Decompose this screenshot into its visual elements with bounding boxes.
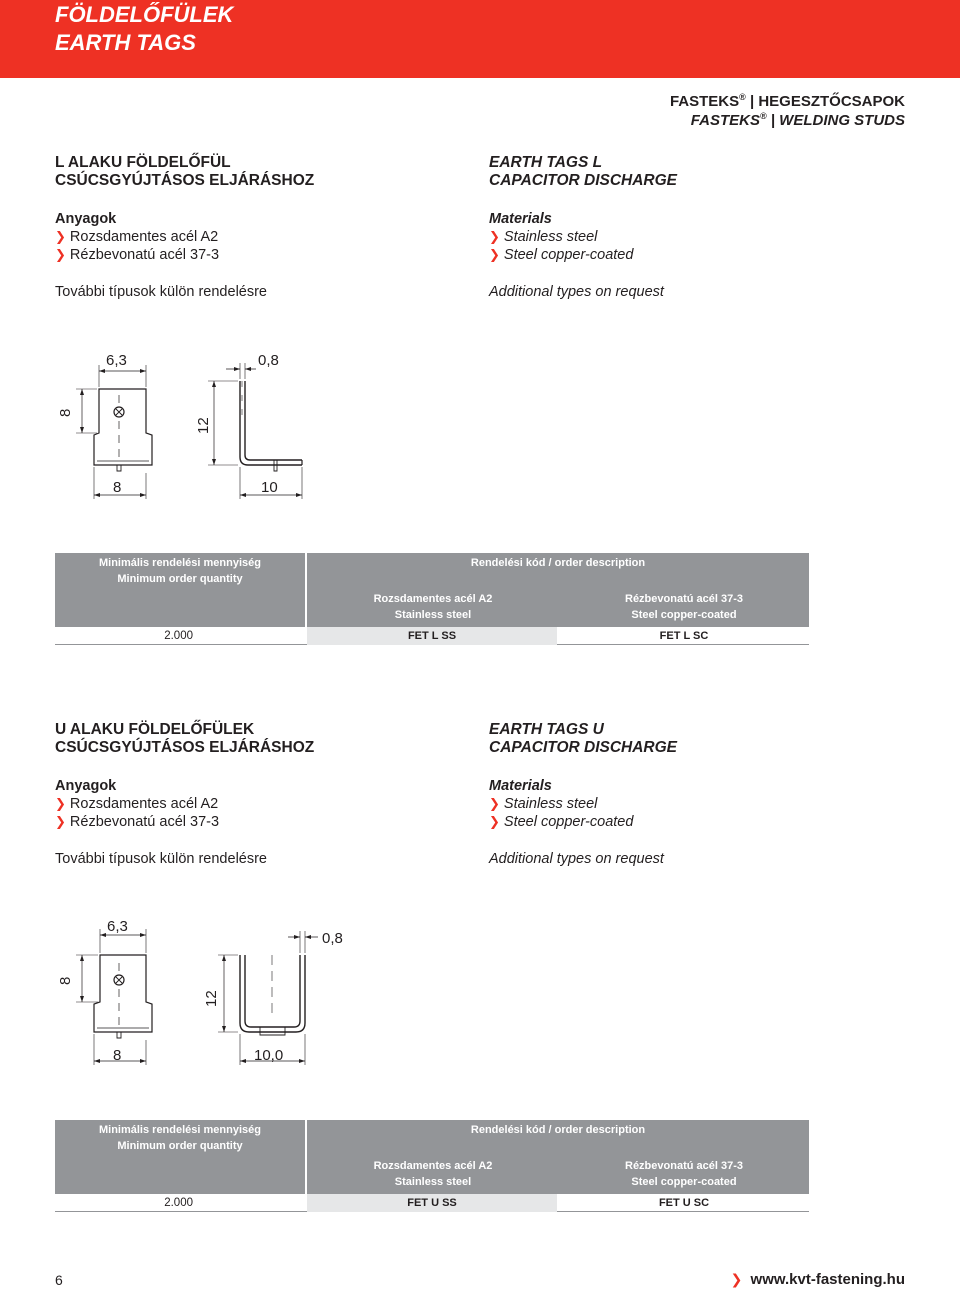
material-item: ❯ Rozsdamentes acél A2 [55, 229, 219, 245]
section-title-line1: U ALAKU FÖLDELŐFÜLEK [55, 721, 255, 738]
dim-width-label: 6,3 [107, 918, 128, 935]
description-hu [55, 721, 455, 868]
dim-height-label: 8 [57, 408, 74, 417]
website-url: www.kvt-fastening.hu [750, 1271, 905, 1288]
chevron-right-icon: ❯ [730, 1271, 743, 1287]
description-en [489, 154, 889, 301]
materials-title: Materials [489, 211, 552, 227]
brand-name: FASTEKS [690, 112, 760, 129]
tag-front-outline [94, 955, 152, 1032]
header-banner [0, 0, 960, 78]
dim-base-label: 8 [113, 479, 122, 496]
page-title-hu: FÖLDELŐFÜLEK [55, 2, 234, 27]
column-divider [810, 1158, 811, 1194]
quantity-header-en: Minimum order quantity [117, 573, 243, 585]
section-title-line2: CAPACITOR DISCHARGE [489, 739, 678, 756]
availability-note: Additional types on request [489, 851, 664, 867]
dim-leg-label: 12 [203, 990, 220, 1007]
chevron-right-icon: ❯ [55, 247, 66, 262]
registered-mark: ® [739, 92, 746, 102]
availability-note: Additional types on request [489, 284, 664, 300]
material-item: ❯ Rézbevonatú acél 37-3 [55, 814, 220, 830]
dim-height-label: 8 [57, 976, 74, 985]
brand-category: | WELDING STUDS [770, 112, 905, 129]
website-link[interactable] [731, 1270, 905, 1289]
chevron-right-icon: ❯ [489, 229, 500, 244]
table-header-code [307, 1120, 809, 1194]
u-tag-technical-drawing [50, 905, 350, 1070]
material-item: ❯ Rozsdamentes acél A2 [55, 796, 219, 812]
table-header-quantity [55, 553, 305, 627]
chevron-right-icon: ❯ [489, 796, 500, 811]
code-cell-copper: FET U SC [658, 1197, 710, 1209]
material-item: ❯ Stainless steel [489, 796, 598, 812]
chevron-right-icon: ❯ [489, 247, 500, 262]
section-title-line1: EARTH TAGS U [489, 721, 604, 738]
code-cell-copper: FET L SC [659, 630, 709, 642]
materials-title: Anyagok [55, 778, 117, 794]
quantity-cell: 2.000 [164, 1197, 193, 1209]
order-table-u [55, 1120, 809, 1213]
quantity-header-en: Minimum order quantity [117, 1140, 243, 1152]
l-tag-technical-drawing [50, 335, 320, 520]
page-number: 6 [55, 1272, 63, 1288]
code-header: Rendelési kód / order description [470, 1124, 646, 1136]
col1-header-hu: Rozsdamentes acél A2 [373, 1160, 493, 1172]
quantity-header-hu: Minimális rendelési mennyiség [98, 557, 261, 569]
chevron-right-icon: ❯ [55, 229, 66, 244]
availability-note: További típusok külön rendelésre [55, 284, 267, 300]
tag-front-outline [94, 389, 152, 465]
col2-header-en: Steel copper-coated [631, 609, 737, 621]
quantity-cell: 2.000 [164, 630, 193, 642]
order-table-l [55, 553, 809, 646]
table-header-quantity [55, 1120, 305, 1194]
section-title-line1: L ALAKU FÖLDELŐFÜL [55, 154, 231, 171]
chevron-right-icon: ❯ [55, 796, 66, 811]
availability-note: További típusok külön rendelésre [55, 851, 267, 867]
col2-header-hu: Rézbevonatú acél 37-3 [625, 593, 743, 605]
description-en [489, 721, 889, 868]
section-title-line2: CSÚCSGYÚJTÁSOS ELJÁRÁSHOZ [55, 739, 315, 756]
brand-line-hu [670, 92, 905, 111]
registered-mark: ® [759, 111, 767, 121]
dim-foot-label: 10 [261, 479, 278, 496]
code-header: Rendelési kód / order description [470, 557, 646, 569]
dim-thickness-label: 0,8 [322, 930, 343, 947]
material-item: ❯ Steel copper-coated [489, 247, 634, 263]
table-row [55, 1194, 809, 1212]
description-hu [55, 154, 455, 301]
section-title-line2: CSÚCSGYÚJTÁSOS ELJÁRÁSHOZ [55, 172, 315, 189]
dim-leg-label: 12 [195, 417, 212, 434]
chevron-right-icon: ❯ [55, 814, 66, 829]
brand-category: | HEGESZTŐCSAPOK [749, 93, 905, 110]
col1-header-hu: Rozsdamentes acél A2 [373, 593, 493, 605]
page-title-en: EARTH TAGS [55, 30, 196, 55]
dim-thickness-label: 0,8 [258, 352, 279, 369]
col2-header-hu: Rézbevonatú acél 37-3 [625, 1160, 743, 1172]
table-row [55, 627, 809, 645]
code-cell-stainless: FET L SS [307, 627, 557, 645]
dim-width-label: 6,3 [106, 352, 127, 369]
material-item: ❯ Rézbevonatú acél 37-3 [55, 247, 220, 263]
col1-header-en: Stainless steel [394, 609, 472, 621]
dim-base-label: 8 [113, 1047, 122, 1064]
code-cell-stainless: FET U SS [307, 1194, 557, 1212]
material-item: ❯ Steel copper-coated [489, 814, 634, 830]
materials-title: Anyagok [55, 211, 117, 227]
brand-name: FASTEKS [669, 93, 740, 110]
table-header-code [307, 553, 809, 627]
dim-foot-label: 10,0 [254, 1047, 284, 1064]
brand-line-en [691, 111, 905, 130]
material-item: ❯ Stainless steel [489, 229, 598, 245]
chevron-right-icon: ❯ [489, 814, 500, 829]
quantity-header-hu: Minimális rendelési mennyiség [98, 1124, 261, 1136]
section-title-line2: CAPACITOR DISCHARGE [489, 172, 678, 189]
column-divider [810, 591, 811, 627]
section-title-line1: EARTH TAGS L [489, 154, 603, 171]
col2-header-en: Steel copper-coated [631, 1176, 737, 1188]
col1-header-en: Stainless steel [394, 1176, 472, 1188]
materials-title: Materials [489, 778, 552, 794]
